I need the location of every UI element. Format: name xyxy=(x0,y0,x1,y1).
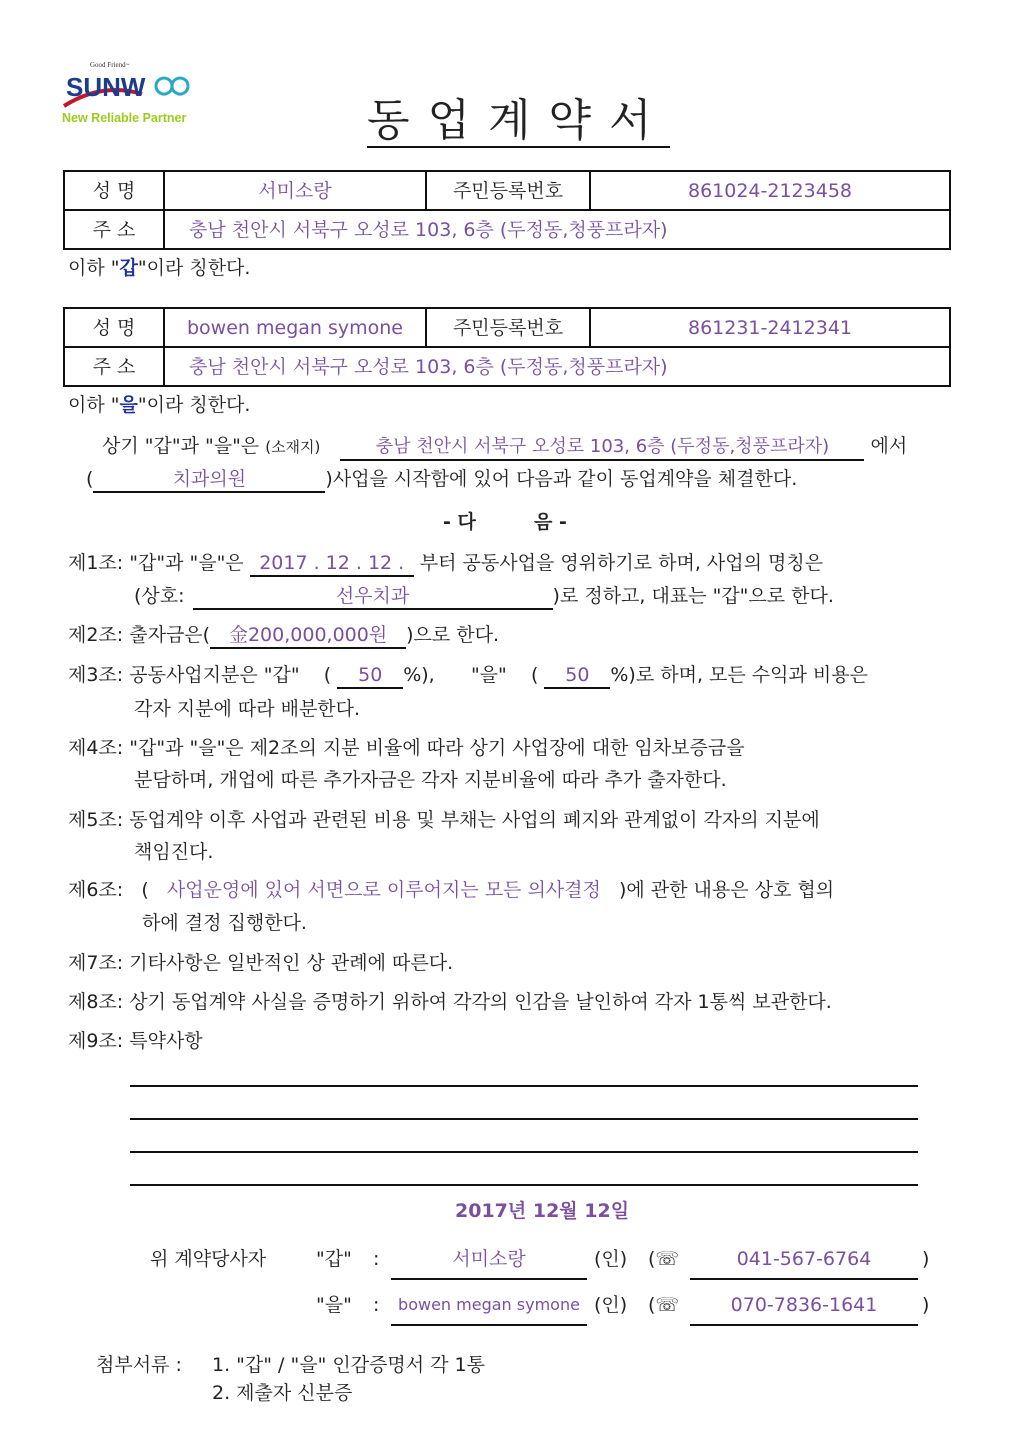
party-b-table xyxy=(63,307,951,387)
location-field: 충남 천안시 서북구 오성로 103, 6층 (두정동,청풍프라자) xyxy=(340,435,864,461)
article-6-line-2: 하에 결정 집행한다. xyxy=(142,912,307,934)
party-b-name: bowen megan symone xyxy=(164,308,426,347)
party-b-alias: 이하 "을"이라 칭한다. xyxy=(68,394,251,416)
article-8: 제8조: 상기 동업계약 사실을 증명하기 위하여 각각의 인감을 날인하여 각자 1통씩 보관한다. xyxy=(68,991,832,1013)
party-b-address: 충남 천안시 서북구 오성로 103, 6층 (두정동,청풍프라자) xyxy=(164,347,950,386)
party-a-sign-name: 서미소랑 xyxy=(391,1246,587,1280)
special-terms-line xyxy=(130,1184,918,1186)
attachment-item: 1. "갑" / "을" 인감증명서 각 1통 xyxy=(212,1354,485,1376)
party-a-alias: 이하 "갑"이라 칭한다. xyxy=(68,257,251,279)
article-4: 제4조: "갑"과 "을"은 제2조의 지분 비율에 따라 상기 사업장에 대한 임차보증금을 xyxy=(68,737,745,759)
intro-line-1: 상기 "갑"과 "을"은 (소재지) 충남 천안시 서북구 오성로 103, 6층 (두정동,청풍프라자) 에서 xyxy=(102,433,907,461)
decision-matter-field: 사업운영에 있어 서면으로 이루어지는 모든 의사결정 xyxy=(166,879,601,901)
special-terms-line xyxy=(130,1151,918,1153)
business-type-field: 치과의원 xyxy=(93,467,325,493)
phone-icon: (☏ xyxy=(648,1294,680,1316)
article-3: 제3조: 공동사업지분은 "갑" ( 50 %), "을" ( 50 %)로 하며, 모든 수익과 비용은 xyxy=(68,662,868,689)
svg-text:SUNW: SUNW xyxy=(66,72,146,102)
start-date-field: 2017 . 12 . 12 . xyxy=(250,551,414,577)
name-label: 성 명 xyxy=(64,308,164,347)
name-label: 성 명 xyxy=(64,171,164,210)
party-b-id: 861231-2412341 xyxy=(590,308,950,347)
party-a-sign-label: "갑" xyxy=(316,1248,352,1270)
capital-amount-field: 金200,000,000원 xyxy=(210,623,406,649)
address-label: 주 소 xyxy=(64,210,164,249)
contract-date: 2017년 12월 12일 xyxy=(455,1200,630,1222)
document-title: 동업계약서 xyxy=(367,95,670,146)
seal-mark: (인) xyxy=(594,1294,628,1316)
article-2: 제2조: 출자금은( 金200,000,000원 )으로 한다. xyxy=(68,622,499,649)
share-b-field: 50 xyxy=(544,663,610,689)
article-1-line-2: (상호: 선우치과 )로 정하고, 대표는 "갑"으로 한다. xyxy=(134,583,834,610)
party-b-sign-label: "을" xyxy=(316,1294,352,1316)
intro-line-2: ( 치과의원 )사업을 시작함에 있어 다음과 같이 동업계약을 체결한다. xyxy=(86,466,797,493)
party-a-address: 충남 천안시 서북구 오성로 103, 6층 (두정동,청풍프라자) xyxy=(164,210,950,249)
svg-text:New Reliable Partner: New Reliable Partner xyxy=(62,111,187,125)
address-label: 주 소 xyxy=(64,347,164,386)
close-paren: ) xyxy=(922,1294,930,1316)
heading-left: - 다 xyxy=(443,511,476,533)
article-4-line-2: 분담하며, 개업에 따른 추가자금은 각자 지분비율에 따라 추가 출자한다. xyxy=(134,769,727,791)
colon: : xyxy=(373,1248,380,1270)
id-label: 주민등록번호 xyxy=(426,171,590,210)
share-a-field: 50 xyxy=(337,663,403,689)
party-b-sign-name: bowen megan symone xyxy=(391,1292,587,1326)
party-a-id: 861024-2123458 xyxy=(590,171,950,210)
article-3-line-2: 각자 지분에 따라 배분한다. xyxy=(134,698,361,720)
trade-name-field: 선우치과 xyxy=(193,584,553,610)
article-9: 제9조: 특약사항 xyxy=(68,1030,203,1052)
article-5: 제5조: 동업계약 이후 사업과 관련된 비용 및 부채는 사업의 폐지와 관계없이 각자의 지분에 xyxy=(68,809,820,831)
close-paren: ) xyxy=(922,1248,930,1270)
signature-label: 위 계약당사자 xyxy=(150,1248,267,1270)
seal-mark: (인) xyxy=(594,1248,628,1270)
special-terms-line xyxy=(130,1085,918,1087)
party-a-name: 서미소랑 xyxy=(164,171,426,210)
party-a-table xyxy=(63,170,951,250)
attachments-label: 첨부서류 : xyxy=(96,1354,182,1376)
phone-icon: (☏ xyxy=(648,1248,680,1270)
article-1: 제1조: "갑"과 "을"은 2017 . 12 . 12 . 부터 공동사업을 영위하기로 하며, 사업의 명칭은 xyxy=(68,550,823,577)
special-terms-line xyxy=(130,1118,918,1120)
svg-text:Good Friend~: Good Friend~ xyxy=(90,61,130,69)
party-b-phone: 070-7836-1641 xyxy=(690,1292,918,1326)
heading-right: 음 - xyxy=(534,511,567,533)
article-6: 제6조: ( 사업운영에 있어 서면으로 이루어지는 모든 의사결정 )에 관한 내용은 상호 협의 xyxy=(68,879,835,901)
article-7: 제7조: 기타사항은 일반적인 상 관례에 따른다. xyxy=(68,952,454,974)
company-logo xyxy=(62,60,222,126)
party-a-phone: 041-567-6764 xyxy=(690,1246,918,1280)
id-label: 주민등록번호 xyxy=(426,308,590,347)
colon: : xyxy=(373,1294,380,1316)
attachment-item: 2. 제출자 신분증 xyxy=(212,1382,353,1404)
article-5-line-2: 책임진다. xyxy=(134,841,214,863)
